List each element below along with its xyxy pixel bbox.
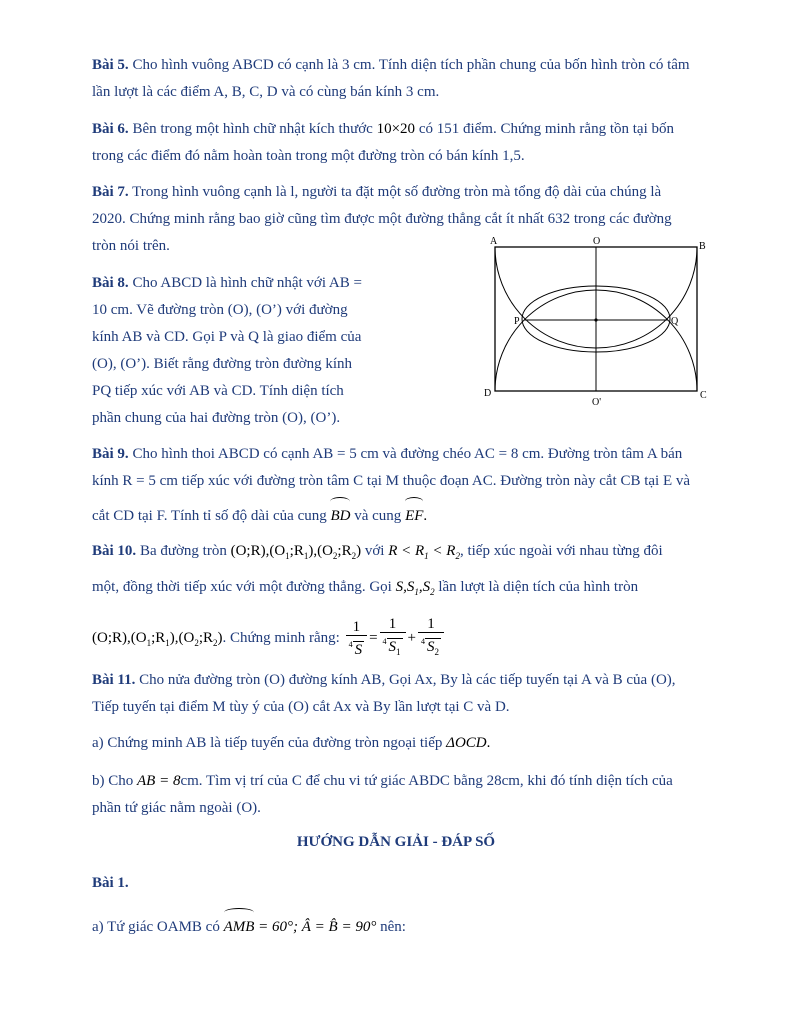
exercise-8-text-2: 10 cm. Vẽ đường tròn (O), (O’) với đường (92, 302, 348, 318)
exercise-10-label: Bài 10. (92, 543, 137, 559)
exercise-10: Bài 10. Ba đường tròn $(O;R),(O_1;R_1),(O_2;R_2)$ với $R < R_1 < R_2$, tiếp xúc ngoài với nhau từng đôi một, đồng thời tiếp xúc với một đường thẳng. Gọi $S,S_1,S_2$ lần lượt là diện tích của hình tròn $(O;R),(O_1;R_1),(O_2;R_2)$. Chứng minh rằng: $\frac{1}{^4 S}$ = $\frac{1}{^4 S_1}$ + $\frac{1}{^4 S_2}$ (92, 538, 712, 663)
exercise-6-text-1b: có 151 điểm. Chứng minh rằng tồn tại bốn (415, 121, 674, 137)
exercise-11-part-b-text-1a: b) Cho (92, 773, 137, 789)
exercise-11-part-a-text: a) Chứng minh AB là tiếp tuyến của đường tròn ngoại tiếp (92, 735, 447, 751)
exercise-8-label: Bài 8. (92, 275, 129, 291)
exercise-6-label: Bài 6. (92, 121, 129, 137)
exercise-8-text-1: Cho ABCD là hình chữ nhật với AB = (128, 275, 362, 291)
label-q: Q (671, 316, 679, 327)
exercise-11-text-1: Cho nửa đường tròn (O) đường kính AB, Gọi Ax, By là các tiếp tuyến tại A và B của (O), (135, 672, 676, 688)
exercise-5-text-1: Cho hình vuông ABCD có cạnh là 3 cm. Tính diện tích phần chung của bốn hình tròn có tâm (128, 57, 690, 73)
exercise-11-part-b-text-1b: cm. Tìm vị trí của C để chu vi tứ giác ABDC bằng 28cm, khi đó tính diện tích của (180, 773, 673, 789)
solution-1-condition: = 60°; Â = B̂ = 90° (254, 919, 377, 935)
ab-equals-8: AB = 8 (137, 773, 181, 789)
label-o: O (593, 236, 601, 247)
label-b: B (699, 241, 706, 252)
label-a: A (490, 236, 498, 247)
exercise-9-text-3c: . (423, 508, 428, 524)
exercise-10-text-1a: Ba đường tròn (136, 543, 231, 559)
exercise-10-circles: $(O;R),(O_1;R_1),(O_2;R_2)$ (230, 543, 362, 561)
exercise-11-part-a: a) Chứng minh AB là tiếp tuyến của đường tròn ngoại tiếp ΔOCD. (92, 735, 491, 751)
exercise-9-text-2: kính R = 5 cm tiếp xúc với đường tròn tâm C tại M thuộc đoạn AC. Đường tròn này cắt CB tại E và (92, 473, 691, 489)
fraction-1-over-root-s: $\frac{1}{^4 S}$ (346, 619, 368, 659)
exercise-8-text-4: (O), (O’). Biết rằng đường tròn đường kính (92, 356, 352, 372)
exercise-11-part-b-text-2: phần tứ giác nằm ngoài (O). (92, 800, 261, 816)
exercise-7-text-1: Trong hình vuông cạnh là l, người ta đặt một số đường tròn mà tổng độ dài của chúng là (128, 184, 662, 200)
exercise-11 (92, 667, 712, 721)
exercise-9-text-3a: cắt CD tại F. Tính tỉ số độ dài của cung (92, 508, 331, 524)
solution-1-text-end: nên: (376, 919, 406, 935)
exercise-10-text-2b: lần lượt là diện tích của hình tròn (434, 579, 639, 595)
label-c: C (700, 390, 707, 401)
exercise-6-text-1a: Bên trong một hình chữ nhật kích thước (128, 121, 377, 137)
solution-1-part-a (92, 910, 712, 941)
exercise-9-label: Bài 9. (92, 446, 129, 462)
exercise-11-part-b (92, 768, 712, 822)
exercise-8-text-5: PQ tiếp xúc với AB và CD. Tính diện tích (92, 383, 344, 399)
exercise-10-text-1b: với (361, 543, 389, 559)
exercise-5 (92, 52, 712, 106)
fraction-1-over-root-s2: $\frac{1}{^4 S_2}$ (418, 616, 444, 661)
solutions-heading: HƯỚNG DẪN GIẢI - ĐÁP SỐ (296, 834, 496, 850)
exercise-10-text-1c: , tiếp xúc ngoài với nhau từng đôi (459, 543, 663, 559)
arc-bd: BD (330, 499, 350, 530)
center-point (594, 318, 597, 321)
solution-1-label: Bài 1. (92, 875, 129, 891)
exercise-11-text-2: Tiếp tuyến tại điểm M tùy ý của (O) cắt Ax và By lần lượt tại C và D. (92, 699, 510, 715)
exercise-6-dims: 10×20 (376, 121, 416, 137)
exercise-9-text-3b: và cung (350, 508, 406, 524)
triangle-ocd: ΔOCD (446, 735, 487, 751)
label-d: D (484, 388, 492, 399)
exercise-11-label: Bài 11. (92, 672, 136, 688)
exercise-8 (92, 270, 392, 432)
exercise-9-text-1: Cho hình thoi ABCD có cạnh AB = 5 cm và đường chéo AC = 8 cm. Đường tròn tâm A bán (128, 446, 683, 462)
exercise-10-areas: $S,S_1,S_2$ (395, 579, 435, 597)
arc-ef: EF (405, 499, 423, 530)
exercise-7-text-3: tròn nói trên. (92, 238, 170, 254)
exercise-7-text-2: 2020. Chứng minh rằng bao giờ cũng tìm được một đường thẳng cắt ít nhất 632 trong các đường (92, 211, 672, 227)
solution-1-label-block (92, 870, 712, 897)
exercise-10-text-3b: . Chứng minh rằng: (222, 629, 344, 646)
exercise-6 (92, 116, 712, 170)
exercise-5-text-2: lần lượt là các điểm A, B, C, D và có cùng bán kính 3 cm. (92, 84, 440, 100)
exercise-8-text-6: phần chung của hai đường tròn (O), (O’). (92, 410, 341, 426)
exercise-9 (92, 441, 712, 530)
exercise-6-text-2: trong các điểm đó nằm hoàn toàn trong một đường tròn có bán kính 1,5. (92, 148, 525, 164)
exercise-5-label: Bài 5. (92, 57, 129, 73)
rectangle-circles-figure (480, 234, 712, 410)
exercise-10-inequality: $R < R_1 < R_2$ (388, 543, 460, 561)
exercise-10-text-2a: một, đồng thời tiếp xúc với một đường thẳng. Gọi (92, 579, 396, 595)
label-o-prime: O' (592, 397, 602, 408)
label-p: P (514, 316, 520, 327)
arc-amb: AMB (224, 910, 255, 941)
exercise-10-circles-2: $(O;R),(O_1;R_1),(O_2;R_2)$ (92, 629, 223, 648)
exercise-7-label: Bài 7. (92, 184, 129, 200)
fraction-1-over-root-s1: $\frac{1}{^4 S_1}$ (380, 616, 406, 661)
exercise-8-text-3: kính AB và CD. Gọi P và Q là giao điểm của (92, 329, 362, 345)
solution-1-text-a: a) Tứ giác OAMB có (92, 919, 224, 935)
